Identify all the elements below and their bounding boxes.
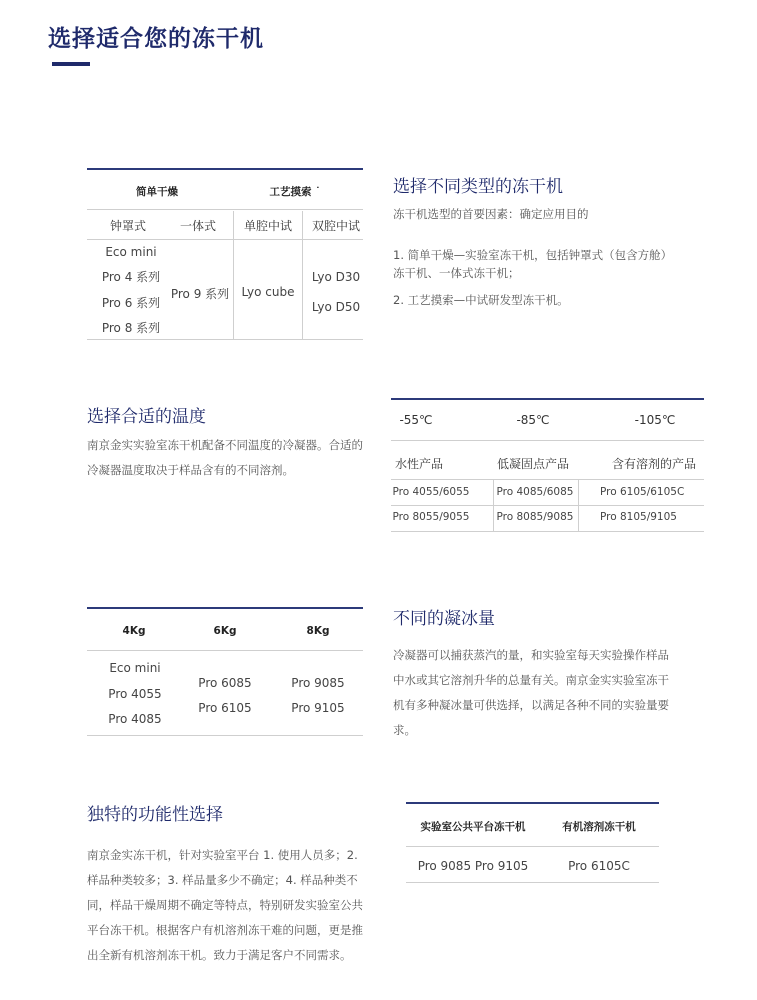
- table-bottom-border: [406, 882, 659, 883]
- table-divider: [87, 209, 363, 210]
- func-header: 实验室公共平台冻干机: [420, 821, 526, 833]
- table-cell: Pro 6105C: [568, 859, 630, 873]
- table-cell: Pro 6105: [198, 701, 252, 715]
- functional-desc: 南京金实冻干机，针对实验室平台 1. 使用人员多；2. 样品种类较多；3. 样品量多少不确定；4. 样品种类不同，样品干燥周期不确定等特点，特别研发实验室公共平台冻干机。根据客户有机溶剂冻干难的问题，更是推出全新有机溶剂冻干机。致力于满足客户不同需求。: [87, 848, 363, 962]
- table-bottom-border: [391, 531, 704, 532]
- col-header: 一体式: [179, 219, 216, 233]
- table-cell: Pro 9085 Pro 9105: [417, 859, 529, 873]
- table-cell: Pro 4055/6055: [392, 486, 470, 498]
- table-cell: Eco mini: [109, 661, 161, 675]
- capacity-header: 6Kg: [213, 625, 237, 637]
- cat-header: 低凝固点产品: [496, 457, 569, 471]
- table-cell: Lyo D30: [311, 270, 361, 284]
- table-divider: [406, 846, 659, 847]
- table-cell: Eco mini: [105, 245, 157, 259]
- column-divider: [233, 211, 234, 339]
- table-divider: [391, 479, 704, 480]
- table-cell: Lyo cube: [241, 285, 295, 299]
- section-title-functional: 独特的功能性选择: [87, 805, 223, 825]
- table-cell: Pro 6 系列: [101, 296, 161, 310]
- table-cell: Pro 4085: [108, 712, 162, 726]
- temp-header: -85℃: [516, 413, 550, 427]
- table-cell: Pro 4 系列: [101, 270, 161, 284]
- temp-header: -55℃: [399, 413, 433, 427]
- table-cell: Pro 4055: [108, 687, 162, 701]
- table-bottom-border: [87, 735, 363, 736]
- table-divider: [87, 650, 363, 651]
- group-process: 工艺摸索 ˙: [269, 186, 321, 198]
- section-title-types: 选择不同类型的冻干机: [393, 177, 563, 197]
- cat-header: 水性产品: [394, 457, 443, 471]
- col-header: 单腔中试: [243, 219, 292, 233]
- table-cell: Pro 8 系列: [101, 321, 161, 335]
- table-top-border: [87, 607, 363, 609]
- temp-header: -105℃: [634, 413, 676, 427]
- temperature-desc: 南京金实实验室冻干机配备不同温度的冷凝器。合适的冷凝器温度取决于样品含有的不同溶剂。: [87, 438, 363, 477]
- table-cell: Pro 6105/6105C: [600, 486, 685, 498]
- table-cell: Pro 9085: [291, 676, 345, 690]
- column-divider: [493, 480, 494, 532]
- title-underline: [52, 62, 90, 66]
- table-cell: Pro 8055/9055: [392, 511, 470, 523]
- section-title-temperature: 选择合适的温度: [87, 407, 206, 427]
- column-divider: [578, 480, 579, 532]
- cat-header: 含有溶剂的产品: [611, 457, 696, 471]
- table-cell: Pro 9 系列: [170, 287, 230, 301]
- types-item-2: 2. 工艺摸索—中试研发型冻干机。: [393, 293, 569, 307]
- table-cell: Pro 4085/6085: [496, 486, 574, 498]
- table-divider: [87, 239, 363, 240]
- table-divider: [391, 505, 704, 506]
- col-header: 双腔中试: [311, 219, 360, 233]
- func-header: 有机溶剂冻干机: [562, 821, 636, 833]
- table-top-border: [391, 398, 704, 400]
- table-top-border: [406, 802, 659, 804]
- col-header: 钟罩式: [109, 219, 146, 233]
- table-cell: Lyo D50: [311, 300, 361, 314]
- table-divider: [391, 440, 704, 441]
- types-intro: 冻干机选型的首要因素：确定应用目的: [393, 207, 589, 221]
- table-cell: Pro 6085: [198, 676, 252, 690]
- capacity-header: 8Kg: [306, 625, 330, 637]
- table-cell: Pro 8105/9105: [600, 511, 677, 523]
- table-bottom-border: [87, 339, 363, 340]
- table-cell: Pro 8085/9085: [496, 511, 574, 523]
- table-top-border: [87, 168, 363, 170]
- group-simple-dry: 简单干燥: [136, 186, 178, 198]
- section-title-capacity: 不同的凝冰量: [393, 609, 495, 629]
- page-title: 选择适合您的冻干机: [48, 26, 264, 52]
- capacity-header: 4Kg: [122, 625, 146, 637]
- table-cell: Pro 9105: [291, 701, 345, 715]
- capacity-desc: 冷凝器可以捕获蒸汽的量，和实验室每天实验操作样品中水或其它溶剂升华的总量有关。南京金实实验室冻干机有多种凝冰量可供选择，以满足各种不同的实验量要求。: [393, 648, 669, 737]
- types-item-1: 1. 简单干燥—实验室冻干机，包括钟罩式（包含方舱）冻干机、一体式冻干机；: [393, 248, 673, 280]
- column-divider: [302, 211, 303, 339]
